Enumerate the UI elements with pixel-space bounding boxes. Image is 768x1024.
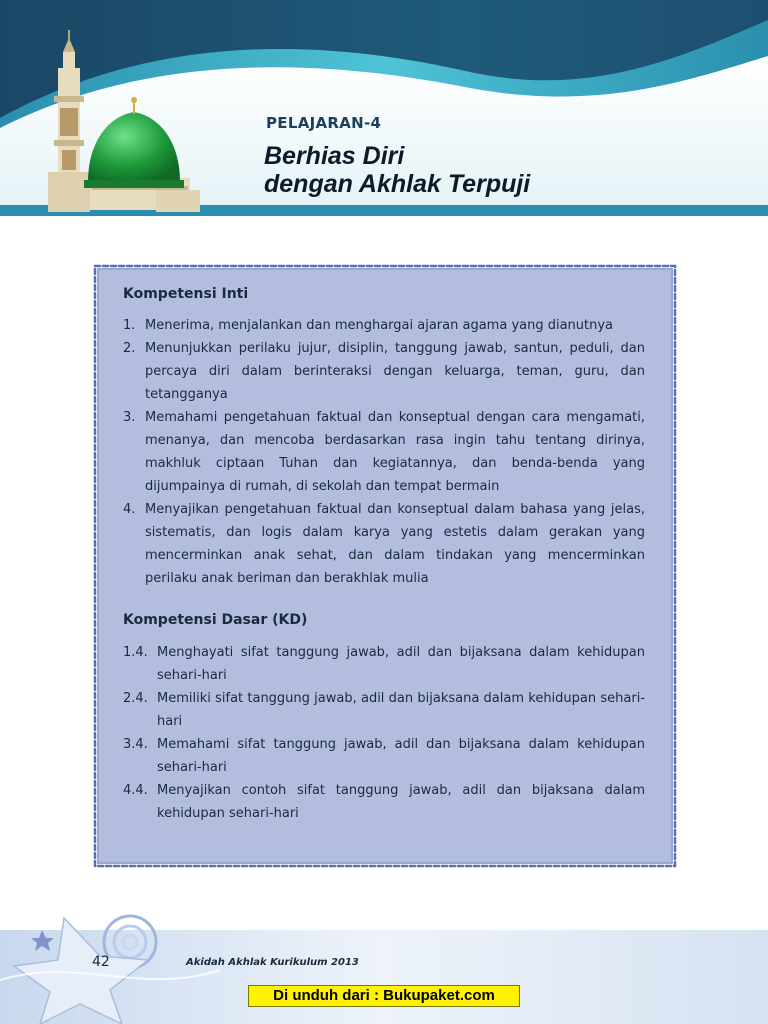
list-number: 4.4. — [123, 783, 148, 798]
list-number: 3.4. — [123, 737, 148, 752]
list-number: 2. — [123, 341, 136, 356]
kompetensi-dasar-heading: Kompetensi Dasar (KD) — [123, 612, 308, 628]
list-text: Memahami pengetahuan faktual dan konseptual dengan cara mengamati, menanya, dan mencoba berdasarkan rasa ingin tahu tentang dirinya, makhluk ciptaan Tuhan dan kegiatannya, dan benda-benda yang dijumpainya di rumah, di sekolah dan tempat bermain — [145, 410, 645, 494]
kompetensi-dasar-list — [123, 641, 645, 825]
list-text: Menerima, menjalankan dan menghargai ajaran agama yang dianutnya — [145, 318, 614, 333]
list-text: Menunjukkan perilaku jujur, disiplin, tanggung jawab, santun, peduli, dan percaya diri dalam berinteraksi dengan keluarga, teman, guru, dan tetangganya — [145, 341, 645, 402]
list-number: 4. — [123, 502, 136, 517]
book-title: Akidah Akhlak Kurikulum 2013 — [186, 957, 359, 968]
list-item — [123, 406, 645, 498]
list-item — [123, 641, 645, 687]
lesson-title-line1: Berhias Diri — [264, 142, 405, 170]
list-text: Menghayati sifat tanggung jawab, adil dan bijaksana dalam kehidupan sehari-hari — [157, 645, 645, 683]
kompetensi-inti-list — [123, 314, 645, 590]
page-footer — [0, 900, 768, 1024]
list-text: Memahami sifat tanggung jawab, adil dan bijaksana dalam kehidupan sehari-hari — [157, 737, 645, 775]
list-number: 1.4. — [123, 645, 148, 660]
kompetensi-inti-heading: Kompetensi Inti — [123, 286, 249, 302]
lesson-title-line2: dengan Akhlak Terpuji — [264, 170, 531, 198]
list-text: Menyajikan contoh sifat tanggung jawab, adil dan bijaksana dalam kehidupan sehari-hari — [157, 783, 645, 821]
page-number: 42 — [92, 954, 110, 970]
list-number: 2.4. — [123, 691, 148, 706]
lesson-label: PELAJARAN-4 — [266, 114, 382, 132]
list-item — [123, 733, 645, 779]
list-item — [123, 314, 645, 337]
list-number: 1. — [123, 318, 136, 333]
lesson-title — [264, 142, 530, 198]
list-text: Memiliki sifat tanggung jawab, adil dan bijaksana dalam kehidupan sehari-hari — [157, 691, 645, 729]
competency-box — [91, 262, 679, 870]
list-number: 3. — [123, 410, 136, 425]
download-banner: Di unduh dari : Bukupaket.com — [248, 985, 520, 1007]
page-header — [0, 0, 768, 216]
list-item — [123, 337, 645, 406]
list-item — [123, 498, 645, 590]
list-item — [123, 687, 645, 733]
list-item — [123, 779, 645, 825]
list-text: Menyajikan pengetahuan faktual dan konseptual dalam bahasa yang jelas, sistematis, dan logis dalam karya yang estetis dalam gerakan yang mencerminkan anak sehat, dan dalam tindakan yang mencerminkan perilaku anak beriman dan berakhlak mulia — [145, 502, 645, 586]
